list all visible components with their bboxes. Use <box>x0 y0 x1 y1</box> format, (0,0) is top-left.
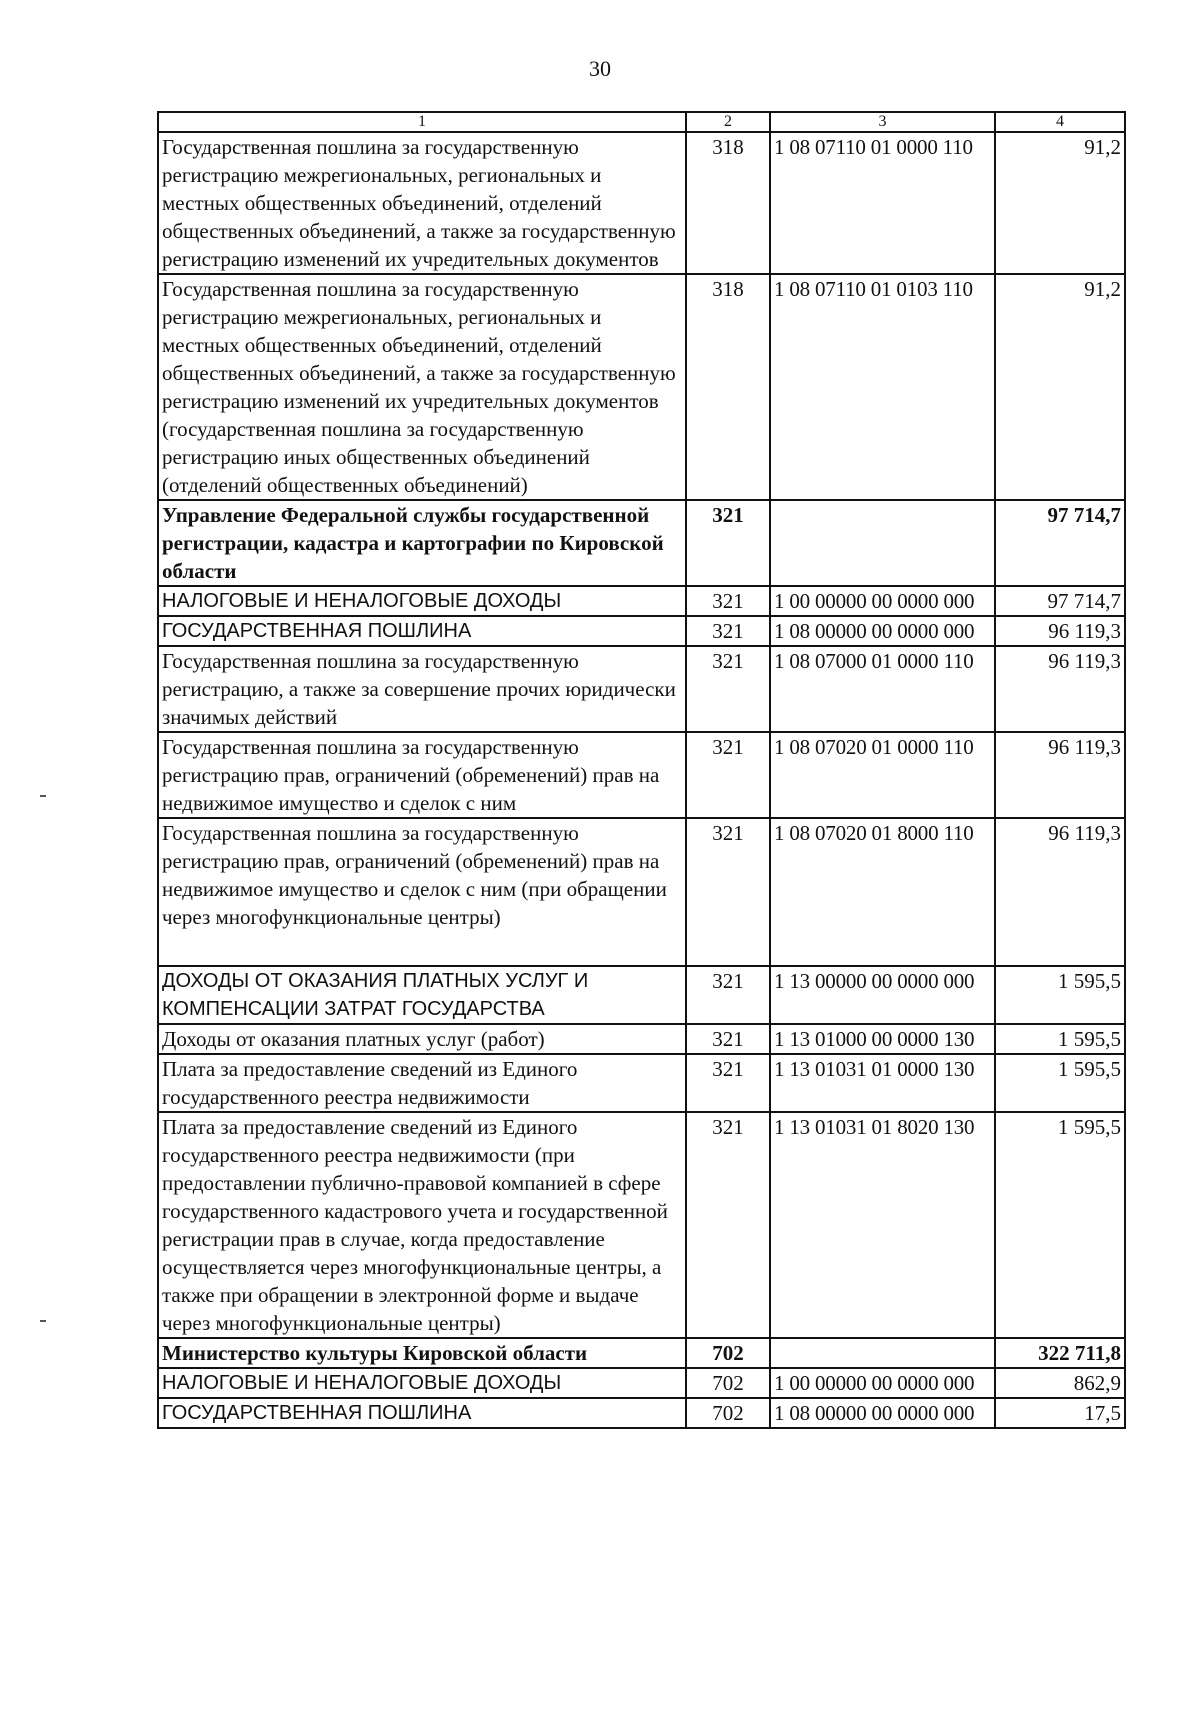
row-description-text: ГОСУДАРСТВЕННАЯ ПОШЛИНА <box>162 1402 472 1424</box>
revenue-table <box>157 111 1126 1429</box>
table-row <box>158 1024 1125 1054</box>
row-admin-code-text: 321 <box>712 503 744 527</box>
row-admin-code-text: 321 <box>712 969 744 993</box>
column-header-4: 4 <box>995 112 1125 132</box>
row-admin-code <box>686 1054 770 1112</box>
row-admin-code-text: 702 <box>712 1371 744 1395</box>
row-admin-code-text: 321 <box>712 1027 744 1051</box>
row-budget-classification-code <box>770 1112 995 1338</box>
row-budget-classification-code <box>770 646 995 732</box>
row-admin-code-text: 321 <box>712 619 744 643</box>
row-description-text: НАЛОГОВЫЕ И НЕНАЛОГОВЫЕ ДОХОДЫ <box>162 590 562 612</box>
table-row <box>158 1368 1125 1398</box>
row-amount-text: 322 711,8 <box>1038 1341 1121 1365</box>
table-row <box>158 1112 1125 1338</box>
row-amount-text: 862,9 <box>1073 1371 1121 1395</box>
row-budget-classification-code-text: 1 00 00000 00 0000 000 <box>774 589 975 613</box>
row-budget-classification-code-text: 1 13 01031 01 0000 130 <box>774 1057 975 1081</box>
row-admin-code <box>686 966 770 1024</box>
table-row <box>158 646 1125 732</box>
row-admin-code-text: 318 <box>712 277 744 301</box>
row-admin-code <box>686 1024 770 1054</box>
scan-speck <box>40 1320 46 1322</box>
table-row <box>158 586 1125 616</box>
table-row <box>158 132 1125 274</box>
row-description <box>158 732 686 818</box>
row-budget-classification-code <box>770 274 995 500</box>
row-amount-text: 1 595,5 <box>1058 969 1121 993</box>
row-budget-classification-code <box>770 1398 995 1428</box>
row-description <box>158 274 686 500</box>
row-admin-code-text: 321 <box>712 1115 744 1139</box>
row-admin-code <box>686 1368 770 1398</box>
row-amount <box>995 1398 1125 1428</box>
row-description-text: ГОСУДАРСТВЕННАЯ ПОШЛИНА <box>162 620 472 642</box>
row-budget-classification-code-text: 1 08 07020 01 0000 110 <box>774 735 974 759</box>
row-description <box>158 1054 686 1112</box>
row-admin-code <box>686 500 770 586</box>
row-description-text: Государственная пошлина за государственную регистрацию прав, ограничений (обременений) прав на недвижимое имущество и сделок с ним <box>162 735 660 815</box>
row-amount-text: 91,2 <box>1084 135 1121 159</box>
row-amount <box>995 646 1125 732</box>
row-budget-classification-code-text: 1 13 00000 00 0000 000 <box>774 969 975 993</box>
row-budget-classification-code <box>770 500 995 586</box>
row-description <box>158 132 686 274</box>
row-admin-code <box>686 818 770 966</box>
row-budget-classification-code-text: 1 08 07000 01 0000 110 <box>774 649 974 673</box>
row-description <box>158 966 686 1024</box>
row-budget-classification-code <box>770 732 995 818</box>
row-amount-text: 17,5 <box>1084 1401 1121 1425</box>
table-row <box>158 1338 1125 1368</box>
table-body <box>158 112 1125 1428</box>
row-amount-text: 1 595,5 <box>1058 1027 1121 1051</box>
row-description <box>158 616 686 646</box>
row-amount <box>995 1112 1125 1338</box>
row-amount-text: 91,2 <box>1084 277 1121 301</box>
row-description <box>158 500 686 586</box>
table-row <box>158 818 1125 966</box>
row-admin-code <box>686 274 770 500</box>
row-amount <box>995 586 1125 616</box>
row-amount <box>995 132 1125 274</box>
row-amount <box>995 500 1125 586</box>
column-header-3: 3 <box>770 112 995 132</box>
row-admin-code <box>686 132 770 274</box>
row-admin-code <box>686 646 770 732</box>
row-description-text: Государственная пошлина за государственную регистрацию прав, ограничений (обременений) прав на недвижимое имущество и сделок с ним (при обращении через многофункциональные центры) <box>162 821 667 929</box>
column-header-2: 2 <box>686 112 770 132</box>
row-description <box>158 818 686 966</box>
row-amount-text: 97 714,7 <box>1047 589 1121 613</box>
table-row <box>158 1054 1125 1112</box>
row-budget-classification-code-text: 1 13 01031 01 8020 130 <box>774 1115 975 1139</box>
row-admin-code-text: 702 <box>712 1401 744 1425</box>
row-description <box>158 1024 686 1054</box>
row-budget-classification-code <box>770 586 995 616</box>
row-budget-classification-code-text: 1 13 01000 00 0000 130 <box>774 1027 975 1051</box>
table-row <box>158 274 1125 500</box>
row-admin-code <box>686 732 770 818</box>
row-admin-code-text: 321 <box>712 821 744 845</box>
row-amount-text: 97 714,7 <box>1047 503 1121 527</box>
row-budget-classification-code <box>770 1338 995 1368</box>
row-description <box>158 1112 686 1338</box>
row-description-text: Государственная пошлина за государственную регистрацию межрегиональных, региональных и местных общественных объединений, отделений общественных объединений, а также за государственную регистрацию изменений их учредительных документов (государственная пошлина за государственную регистрацию иных общественных объединений (отделений общественных объединений) <box>162 277 676 497</box>
row-description-text: ДОХОДЫ ОТ ОКАЗАНИЯ ПЛАТНЫХ УСЛУГ И КОМПЕНСАЦИИ ЗАТРАТ ГОСУДАРСТВА <box>162 970 589 1020</box>
row-admin-code <box>686 1338 770 1368</box>
row-amount-text: 96 119,3 <box>1048 735 1121 759</box>
table-row <box>158 500 1125 586</box>
row-description-text: Министерство культуры Кировской области <box>162 1341 588 1365</box>
row-description-text: Государственная пошлина за государственную регистрацию межрегиональных, региональных и местных общественных объединений, отделений общественных объединений, а также за государственную регистрацию изменений их учредительных документов <box>162 135 676 271</box>
table-row <box>158 732 1125 818</box>
row-amount <box>995 1368 1125 1398</box>
row-budget-classification-code <box>770 818 995 966</box>
row-description-text: Плата за предоставление сведений из Единого государственного реестра недвижимости (при предоставлении публично-правовой компанией в сфере государственного кадастрового учета и государственной регистрации прав в случае, когда предоставление осуществляется через многофункциональные центры, а также при обращении в электронной форме и выдаче через многофункциональные центры) <box>162 1115 668 1335</box>
row-admin-code-text: 318 <box>712 135 744 159</box>
table-row <box>158 1398 1125 1428</box>
row-budget-classification-code-text: 1 00 00000 00 0000 000 <box>774 1371 975 1395</box>
row-budget-classification-code <box>770 132 995 274</box>
row-budget-classification-code-text: 1 08 07020 01 8000 110 <box>774 821 974 845</box>
row-amount <box>995 1024 1125 1054</box>
page-number: 30 <box>589 56 611 81</box>
row-amount-text: 1 595,5 <box>1058 1115 1121 1139</box>
table-row <box>158 616 1125 646</box>
row-amount <box>995 818 1125 966</box>
row-admin-code-text: 321 <box>712 1057 744 1081</box>
row-admin-code <box>686 586 770 616</box>
row-amount <box>995 1338 1125 1368</box>
row-amount-text: 96 119,3 <box>1048 821 1121 845</box>
row-description-text: Управление Федеральной службы государственной регистрации, кадастра и картографии по Кировской области <box>162 503 664 583</box>
row-budget-classification-code-text: 1 08 07110 01 0103 110 <box>774 277 973 301</box>
row-budget-classification-code <box>770 1024 995 1054</box>
row-admin-code <box>686 616 770 646</box>
row-description-text: Плата за предоставление сведений из Единого государственного реестра недвижимости <box>162 1057 578 1109</box>
row-budget-classification-code <box>770 966 995 1024</box>
row-admin-code <box>686 1112 770 1338</box>
table-header-row <box>158 112 1125 132</box>
row-amount <box>995 732 1125 818</box>
row-amount-text: 1 595,5 <box>1058 1057 1121 1081</box>
row-spacer <box>162 931 682 965</box>
row-amount-text: 96 119,3 <box>1048 649 1121 673</box>
row-description <box>158 646 686 732</box>
row-amount <box>995 966 1125 1024</box>
row-budget-classification-code <box>770 616 995 646</box>
table-row <box>158 966 1125 1024</box>
row-amount-text: 96 119,3 <box>1048 619 1121 643</box>
row-budget-classification-code-text: 1 08 00000 00 0000 000 <box>774 619 975 643</box>
row-admin-code-text: 321 <box>712 735 744 759</box>
row-amount <box>995 616 1125 646</box>
row-admin-code-text: 321 <box>712 589 744 613</box>
row-amount <box>995 274 1125 500</box>
row-budget-classification-code-text: 1 08 07110 01 0000 110 <box>774 135 973 159</box>
row-admin-code <box>686 1398 770 1428</box>
column-header-1: 1 <box>158 112 686 132</box>
row-description <box>158 1398 686 1428</box>
row-description-text: Доходы от оказания платных услуг (работ) <box>162 1027 545 1051</box>
row-description-text: Государственная пошлина за государственную регистрацию, а также за совершение прочих юридически значимых действий <box>162 649 676 729</box>
row-description-text: НАЛОГОВЫЕ И НЕНАЛОГОВЫЕ ДОХОДЫ <box>162 1372 562 1394</box>
row-description <box>158 1338 686 1368</box>
row-budget-classification-code <box>770 1054 995 1112</box>
scan-speck <box>40 795 46 797</box>
row-description <box>158 1368 686 1398</box>
row-budget-classification-code-text: 1 08 00000 00 0000 000 <box>774 1401 975 1425</box>
row-admin-code-text: 321 <box>712 649 744 673</box>
row-admin-code-text: 702 <box>712 1341 744 1365</box>
row-description <box>158 586 686 616</box>
row-amount <box>995 1054 1125 1112</box>
row-budget-classification-code <box>770 1368 995 1398</box>
